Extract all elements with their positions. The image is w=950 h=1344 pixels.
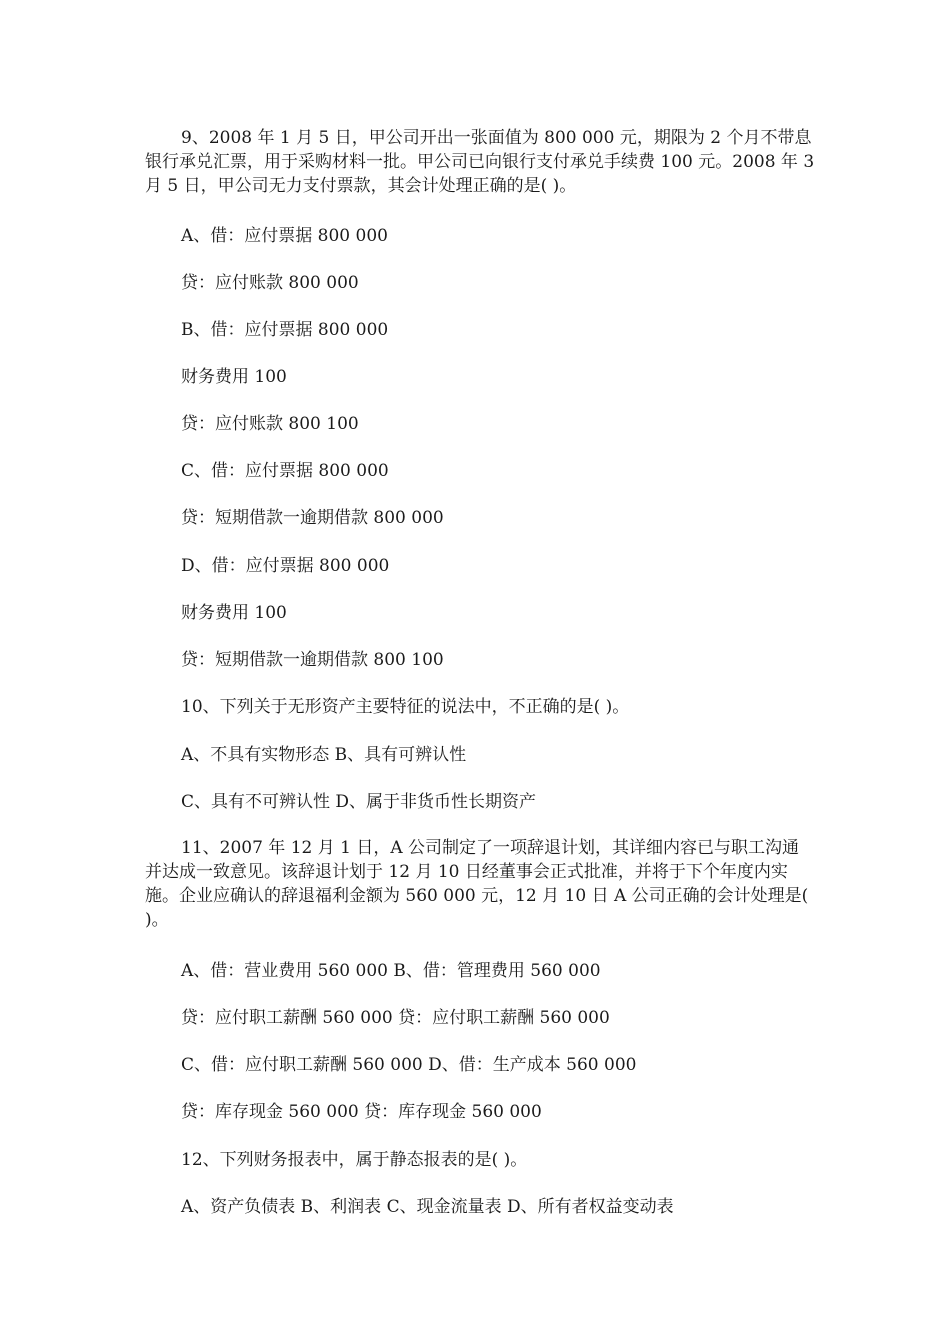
q9-option-a-credit: 贷：应付账款 800 000 <box>181 273 359 293</box>
q12-options: A、资产负债表 B、利润表 C、现金流量表 D、所有者权益变动表 <box>181 1197 674 1217</box>
q11-options-cd-credit: 贷：库存现金 560 000 贷：库存现金 560 000 <box>181 1102 542 1122</box>
q11-options-ab-debit: A、借：营业费用 560 000 B、借：管理费用 560 000 <box>181 961 601 981</box>
q11-options-cd-debit: C、借：应付职工薪酬 560 000 D、借：生产成本 560 000 <box>181 1055 637 1075</box>
q9-option-c-credit: 贷：短期借款一逾期借款 800 000 <box>181 508 444 528</box>
q9-option-d-debit-2: 财务费用 100 <box>181 603 287 623</box>
q10-options-cd: C、具有不可辨认性 D、属于非货币性长期资产 <box>181 792 537 812</box>
q9-option-b-debit-2: 财务费用 100 <box>181 367 287 387</box>
question-11-stem: 11、2007 年 12 月 1 日，A 公司制定了一项辞退计划，其详细内容已与职工沟通并达成一致意见。该辞退计划于 12 月 10 日经董事会正式批准，并将于下个年度内实施。企业应确认的辞退福利金额为 560 000 元，12 月 10 日 A 公司正确的会计处理是( )。 <box>145 838 809 930</box>
q9-option-d-debit: D、借：应付票据 800 000 <box>181 556 390 576</box>
q9-option-b-debit: B、借：应付票据 800 000 <box>181 320 389 340</box>
question-12-stem: 12、下列财务报表中，属于静态报表的是( )。 <box>181 1150 528 1170</box>
q9-option-c-debit: C、借：应付票据 800 000 <box>181 461 389 481</box>
q9-option-a-debit: A、借：应付票据 800 000 <box>181 226 388 246</box>
q11-options-ab-credit: 贷：应付职工薪酬 560 000 贷：应付职工薪酬 560 000 <box>181 1008 610 1028</box>
q10-options-ab: A、不具有实物形态 B、具有可辨认性 <box>181 745 467 765</box>
question-9-stem: 9、2008 年 1 月 5 日，甲公司开出一张面值为 800 000 元，期限为 2 个月不带息银行承兑汇票，用于采购材料一批。甲公司已向银行支付承兑手续费 100 元。2008 年 3 月 5 日，甲公司无力支付票款，其会计处理正确的是( )。 <box>145 128 815 196</box>
question-10-stem: 10、下列关于无形资产主要特征的说法中，不正确的是( )。 <box>181 697 630 717</box>
q9-option-b-credit: 贷：应付账款 800 100 <box>181 414 359 434</box>
q9-option-d-credit: 贷：短期借款一逾期借款 800 100 <box>181 650 444 670</box>
